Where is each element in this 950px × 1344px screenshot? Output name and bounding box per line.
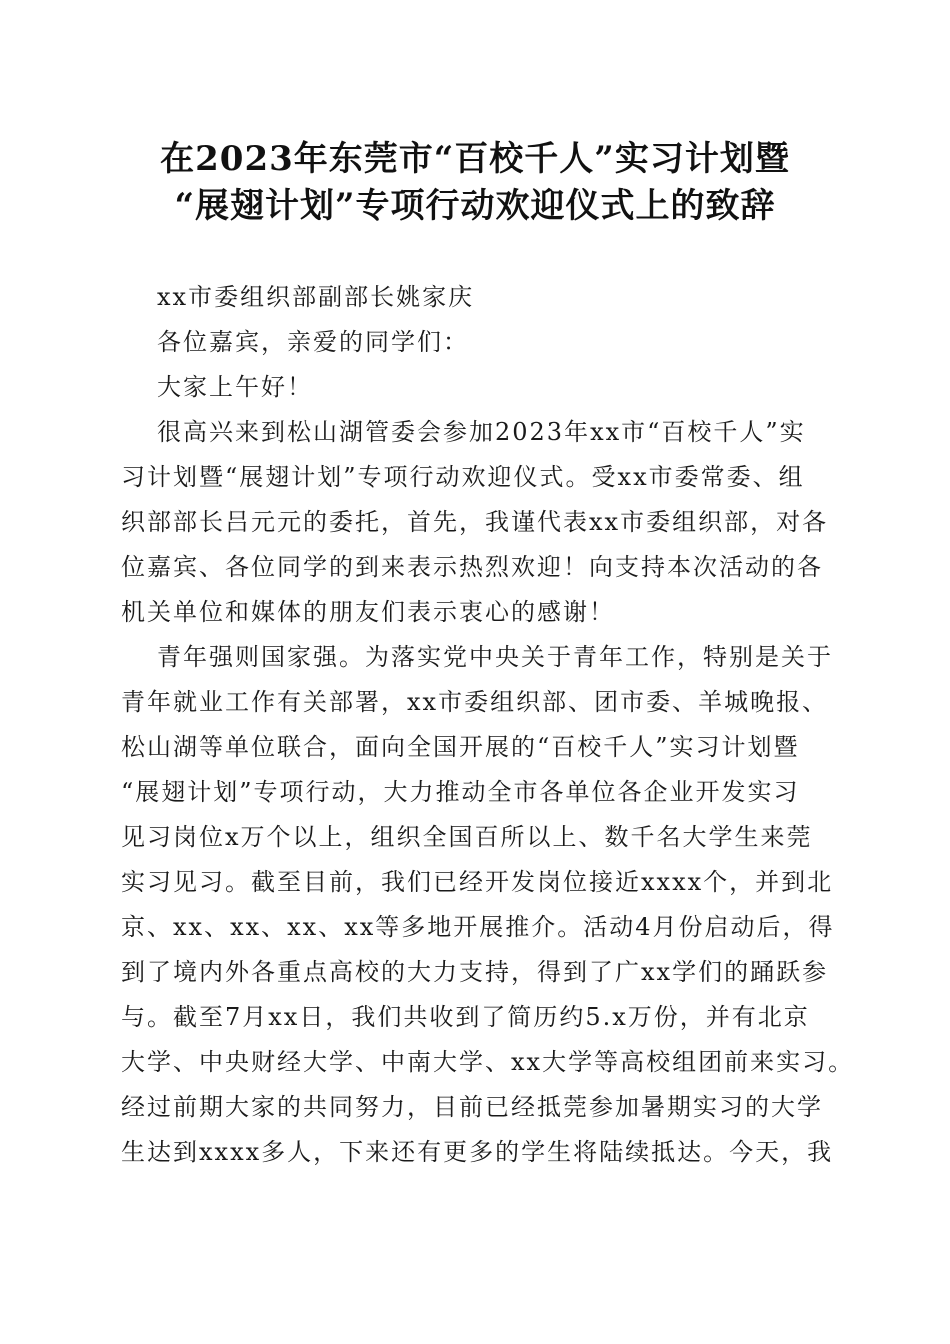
paragraph-2-line: 与。截至7月xx日，我们共收到了简历约5.x万份，并有北京 [121, 1003, 810, 1031]
paragraph-2-line: 大学、中央财经大学、中南大学、xx大学等高校组团前来实习。 [121, 1048, 855, 1076]
paragraph-1-line: 机关单位和媒体的朋友们表示衷心的感谢！ [121, 598, 615, 626]
paragraph-2-line: 经过前期大家的共同努力，目前已经抵莞参加暑期实习的大学 [121, 1093, 823, 1121]
document-title-line-1: 在2023年东莞市“百校千人”实习计划暨 [160, 139, 790, 179]
paragraph-2-line: 松山湖等单位联合，面向全国开展的“百校千人”实习计划暨 [121, 733, 800, 761]
paragraph-2-line: 见习岗位x万个以上，组织全国百所以上、数千名大学生来莞 [121, 823, 813, 851]
paragraph-1-line: 织部部长吕元元的委托，首先，我谨代表xx市委组织部，对各 [121, 508, 829, 536]
paragraph-2-line: 到了境内外各重点高校的大力支持，得到了广xx学们的踊跃参 [121, 958, 829, 986]
paragraph-2-line: 青年强则国家强。为落实党中央关于青年工作，特别是关于 [157, 643, 833, 671]
author-line: xx市委组织部副部长姚家庆 [157, 283, 475, 311]
paragraph-1-line: 习计划暨“展翅计划”专项行动欢迎仪式。受xx市委常委、组 [121, 463, 805, 491]
paragraph-2-line: 生达到xxxx多人，下来还有更多的学生将陆续抵达。今天，我 [121, 1138, 834, 1166]
paragraph-2-line: 实习见习。截至目前，我们已经开发岗位接近xxxx个，并到北 [121, 868, 834, 896]
greeting: 大家上午好！ [157, 373, 313, 401]
document-title-line-2: “展翅计划”专项行动欢迎仪式上的致辞 [174, 186, 776, 226]
salutation: 各位嘉宾，亲爱的同学们： [157, 328, 469, 356]
paragraph-2-line: “展翅计划”专项行动，大力推动全市各单位各企业开发实习 [121, 778, 800, 806]
paragraph-1-line: 很高兴来到松山湖管委会参加2023年xx市“百校千人”实 [157, 418, 806, 446]
paragraph-2-line: 青年就业工作有关部署，xx市委组织部、团市委、羊城晚报、 [121, 688, 829, 716]
paragraph-1-line: 位嘉宾、各位同学的到来表示热烈欢迎！向支持本次活动的各 [121, 553, 823, 581]
paragraph-2-line: 京、xx、xx、xx、xx等多地开展推介。活动4月份启动后，得 [121, 913, 835, 941]
